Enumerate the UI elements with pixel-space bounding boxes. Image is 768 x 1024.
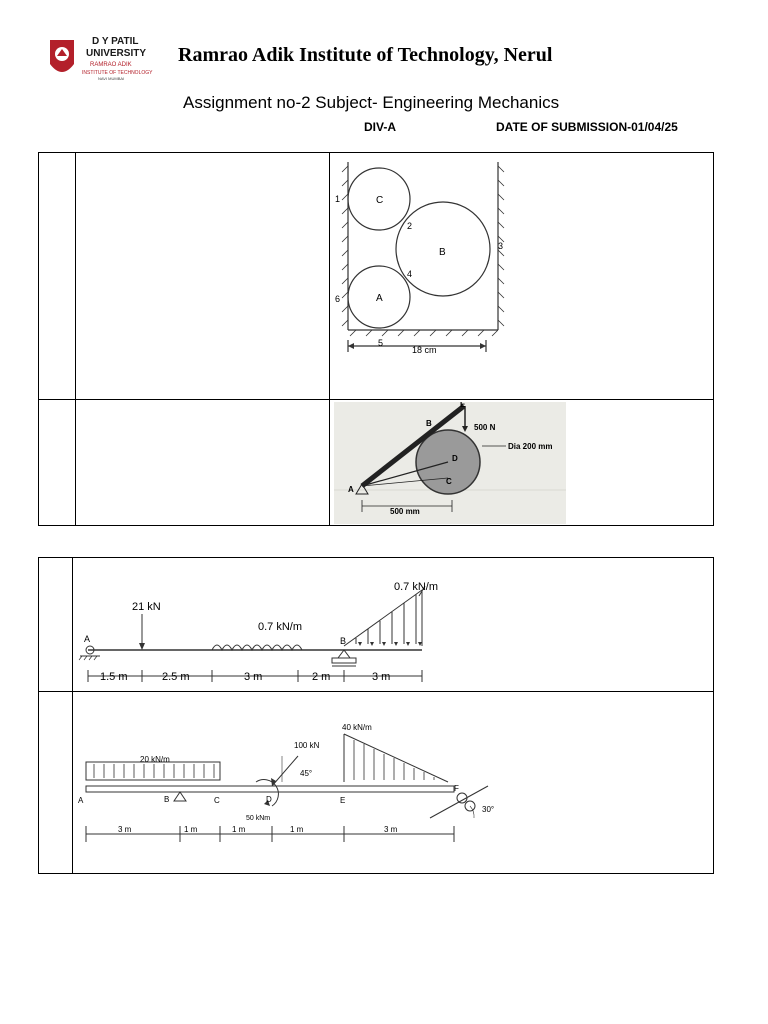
point-c-label: C [214,796,220,805]
point-b-label: B [164,795,170,804]
span-dimension: 2.5 m [162,671,190,683]
incline-angle-label: 30° [482,805,495,814]
contact-1: 1 [335,194,341,204]
load-angle-label: 45° [300,769,313,778]
diameter-label: Dia 200 mm [508,442,553,451]
row-divider [39,691,713,692]
span-dimension: 2 m [312,671,331,683]
point-e-label: E [340,796,346,805]
point-a-label: A [78,796,84,805]
span-dimension: 3 m [384,825,398,834]
span-dimension: 1 m [232,825,246,834]
contact-2: 2 [407,221,413,231]
point-a-label: A [84,634,91,644]
submission-date: DATE OF SUBMISSION-01/04/25 [496,120,678,134]
rod-on-cylinder-figure [334,402,566,524]
sphere-c-label: C [376,195,384,206]
university-logo [46,34,174,84]
load-label: 500 N [474,423,496,432]
institute-title: Ramrao Adik Institute of Technology, Nerul [178,44,553,66]
span-dimension: 3 m [244,671,263,683]
point-d-label: D [452,454,458,463]
uvl-label: 40 kN/m [342,723,372,732]
column-divider [329,153,330,525]
point-d-label: D [266,795,272,804]
logo-line-3: RAMRAO ADIK [90,62,132,68]
width-dimension: 18 cm [412,345,437,355]
point-c-label: C [446,477,452,486]
contact-5: 5 [378,338,384,348]
udl-label: 20 kN/m [140,755,170,764]
division-label: DIV-A [364,120,397,134]
row-divider [39,399,713,400]
point-b-label: B [340,636,347,646]
span-dimension: 1.5 m [100,671,128,683]
sphere-b-label: B [439,247,446,258]
point-a-label: A [348,485,354,494]
uvl-label: 0.7 kN/m [394,581,439,593]
contact-6: 6 [335,294,341,304]
point-load-label: 21 kN [132,601,161,613]
span-dimension: 1 m [290,825,304,834]
contact-3: 3 [498,241,504,251]
point-f-label: F [454,784,459,793]
sphere-a-label: A [376,293,383,304]
beam-figure-1 [76,572,476,688]
logo-line-4: INSTITUTE OF TECHNOLOGY [82,70,153,76]
column-divider [72,558,73,873]
span-dimension: 3 m [118,825,132,834]
moment-label: 50 kNm [246,815,271,822]
udl-label: 0.7 kN/m [258,621,303,633]
point-b-label: B [426,419,432,428]
assignment-title: Assignment no-2 Subject- Engineering Mechanics [183,93,560,112]
column-divider [75,153,76,525]
span-dimension: 1 m [184,825,198,834]
beam-figure-2 [76,716,516,852]
contact-4: 4 [407,269,413,279]
logo-line-5: NAVI MUMBAI [98,76,125,81]
spheres-in-box-figure [332,156,512,364]
logo-line-2: UNIVERSITY [86,48,147,59]
point-load-label: 100 kN [294,741,320,750]
logo-line-1: D Y PATIL [92,36,139,47]
distance-label: 500 mm [390,507,420,516]
span-dimension: 3 m [372,671,391,683]
point-e-label: E [460,402,466,409]
